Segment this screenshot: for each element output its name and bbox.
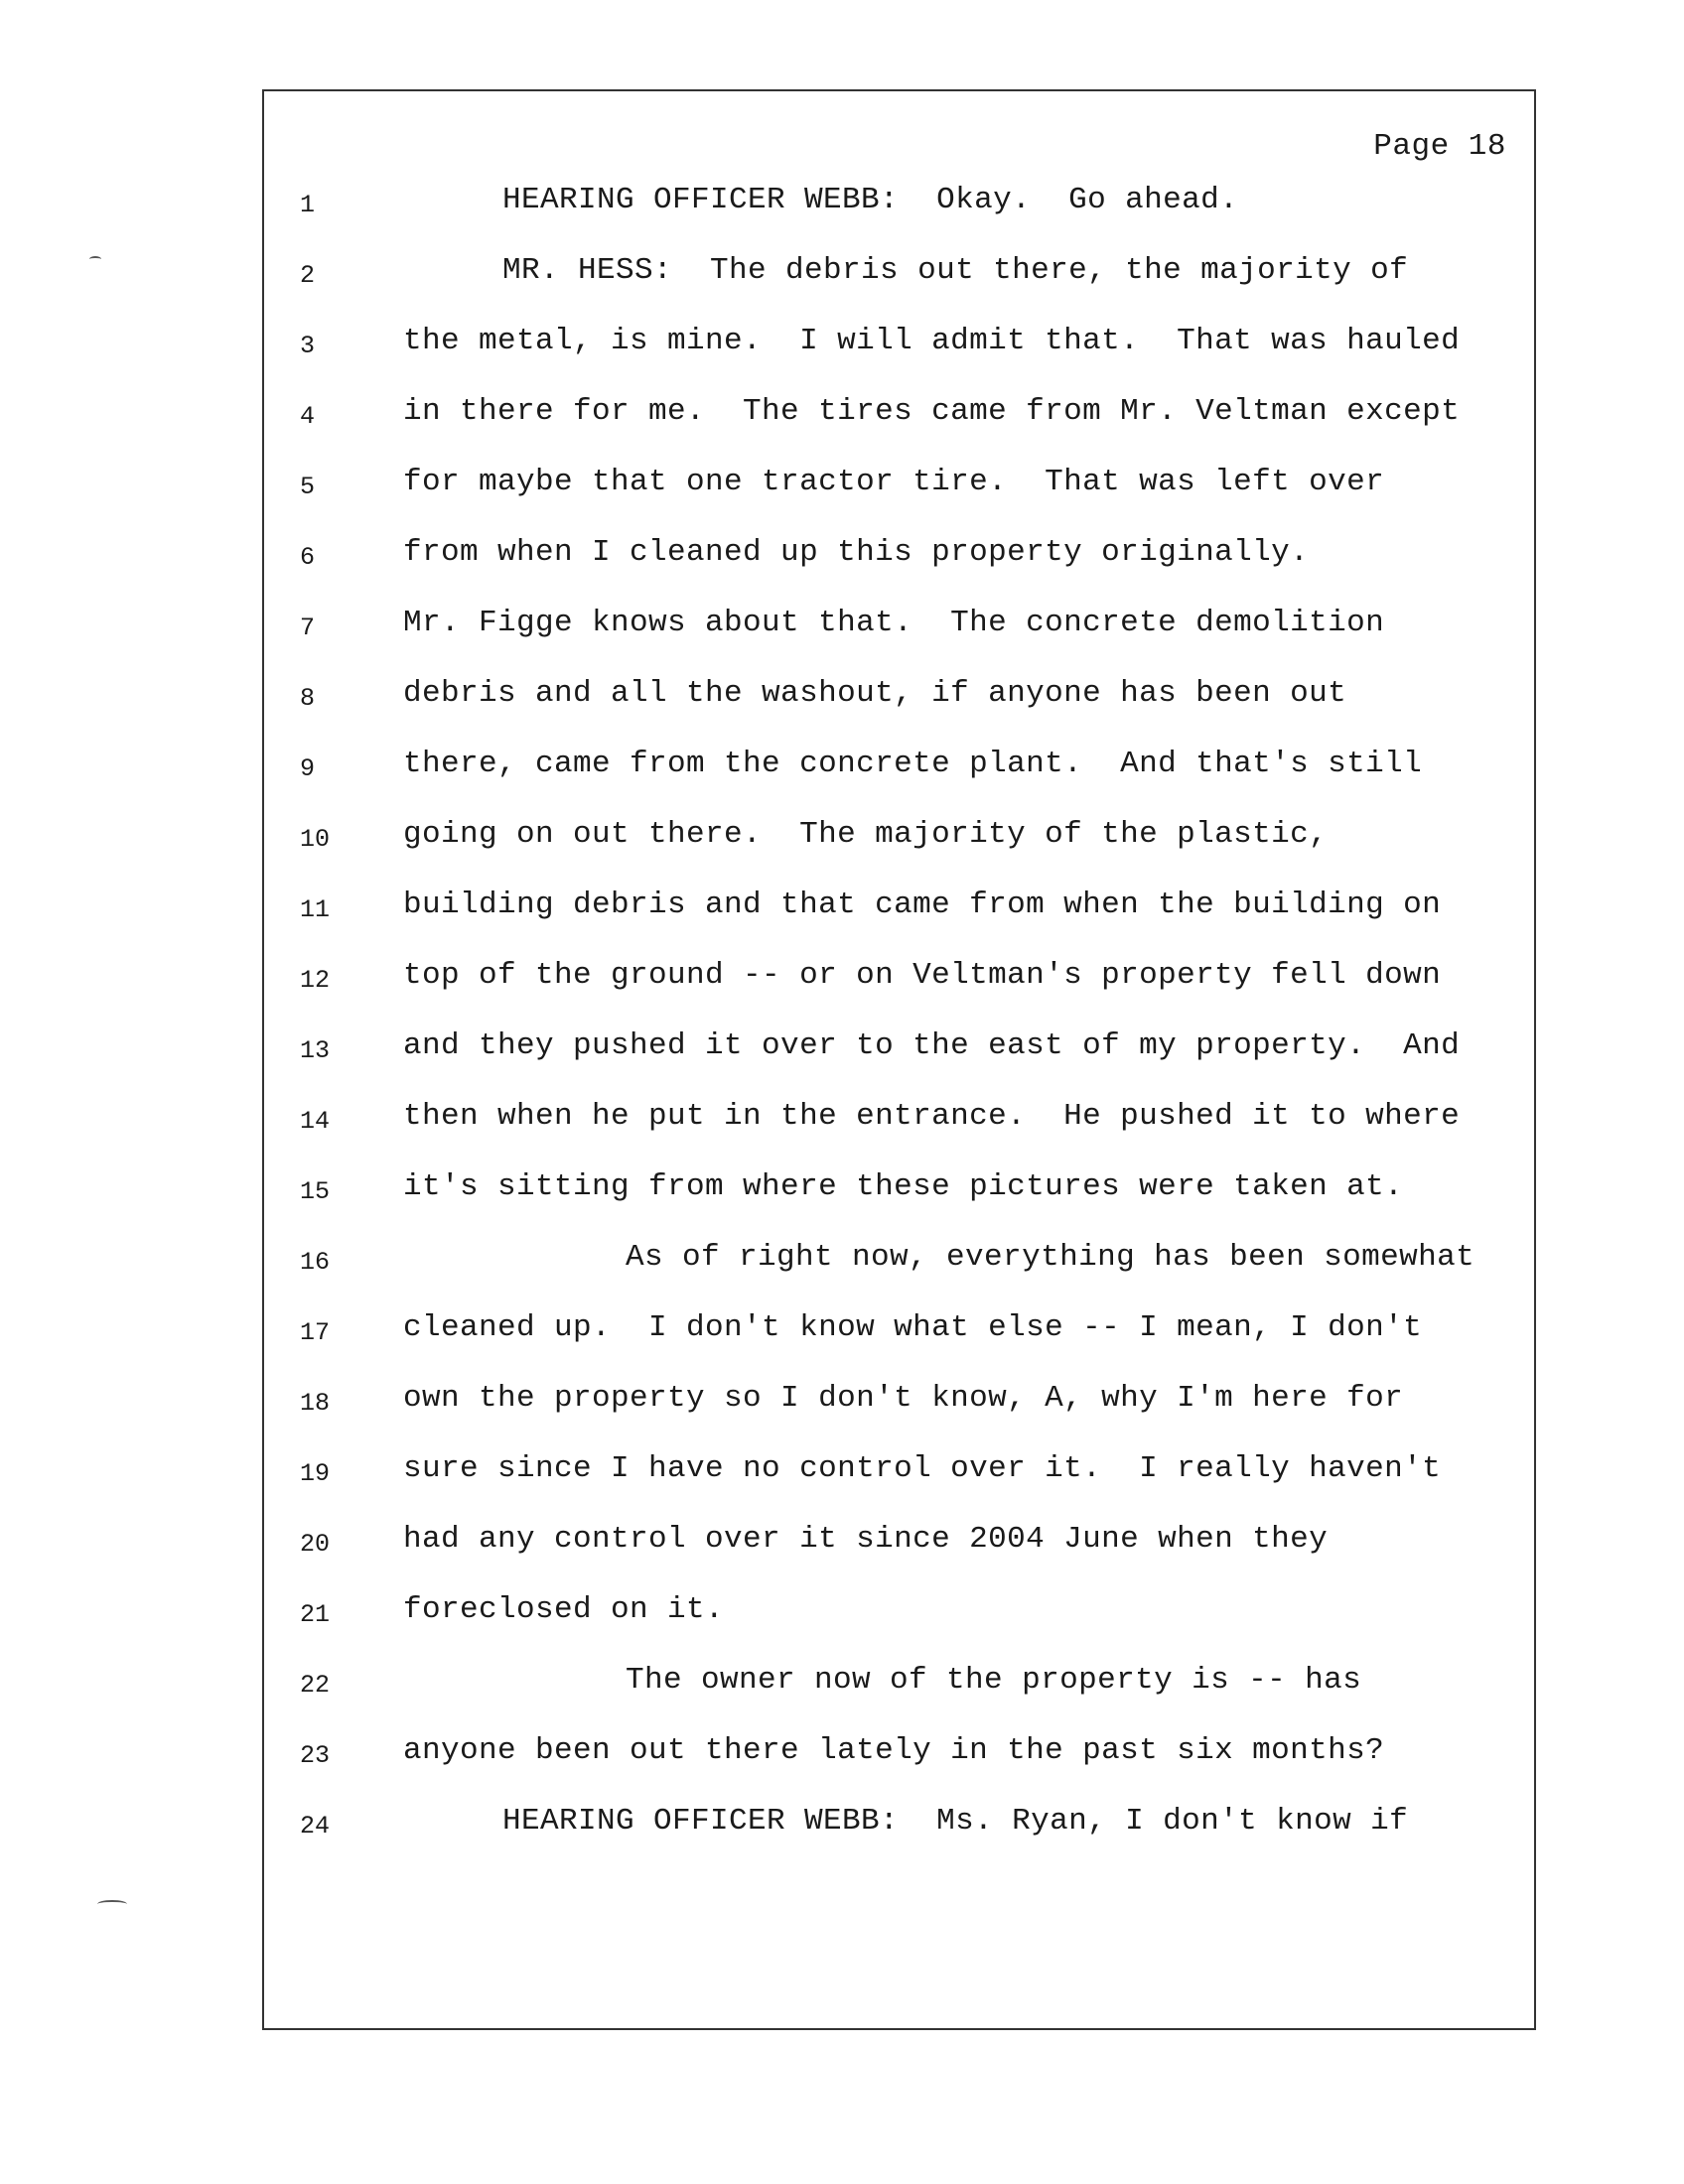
transcript-line — [264, 183, 1534, 234]
line-text: the metal, is mine. I will admit that. That was hauled — [403, 324, 1461, 358]
line-text: for maybe that one tractor tire. That was left over — [403, 465, 1385, 499]
transcript-line — [264, 535, 1534, 587]
line-number: 19 — [300, 1459, 331, 1488]
transcript-line — [264, 1028, 1534, 1080]
transcript-line — [264, 394, 1534, 446]
line-number: 17 — [300, 1318, 331, 1347]
line-number: 7 — [300, 614, 316, 642]
line-number: 24 — [300, 1812, 331, 1841]
transcript-line — [264, 1663, 1534, 1714]
transcript-line — [264, 1240, 1534, 1292]
transcript-line — [264, 1592, 1534, 1644]
page-number: Page 18 — [1373, 129, 1506, 164]
line-text: in there for me. The tires came from Mr. Veltman except — [403, 394, 1461, 429]
transcript-line — [264, 253, 1534, 305]
line-number: 18 — [300, 1389, 331, 1418]
transcript-line — [264, 1522, 1534, 1573]
scan-mark-top — [89, 256, 101, 262]
line-number: 2 — [300, 261, 316, 290]
transcript-line — [264, 1169, 1534, 1221]
transcript-line — [264, 606, 1534, 657]
line-text: debris and all the washout, if anyone has been out — [403, 676, 1347, 711]
line-text: and they pushed it over to the east of my property. And — [403, 1028, 1461, 1063]
line-text: cleaned up. I don't know what else -- I mean, I don't — [403, 1310, 1423, 1345]
line-number: 5 — [300, 473, 316, 501]
line-number: 1 — [300, 191, 316, 219]
line-number: 10 — [300, 825, 331, 854]
transcript-line — [264, 1381, 1534, 1433]
transcript-page — [262, 89, 1536, 2030]
line-text: from when I cleaned up this property originally. — [403, 535, 1310, 570]
line-text: HEARING OFFICER WEBB: Ms. Ryan, I don't know if — [502, 1804, 1409, 1839]
line-text: own the property so I don't know, A, why I'm here for — [403, 1381, 1404, 1416]
line-text: going on out there. The majority of the plastic, — [403, 817, 1329, 852]
line-text: HEARING OFFICER WEBB: Okay. Go ahead. — [502, 183, 1239, 217]
line-number: 11 — [300, 895, 331, 924]
line-text: there, came from the concrete plant. And that's still — [403, 747, 1423, 781]
line-number: 6 — [300, 543, 316, 572]
line-number: 20 — [300, 1530, 331, 1559]
transcript-line — [264, 747, 1534, 798]
line-number: 23 — [300, 1741, 331, 1770]
line-number: 12 — [300, 966, 331, 995]
line-text: then when he put in the entrance. He pushed it to where — [403, 1099, 1461, 1134]
line-number: 9 — [300, 754, 316, 783]
transcript-line — [264, 958, 1534, 1010]
line-text: Mr. Figge knows about that. The concrete demolition — [403, 606, 1385, 640]
transcript-line — [264, 1099, 1534, 1151]
transcript-line — [264, 1804, 1534, 1855]
transcript-line — [264, 465, 1534, 516]
line-number: 21 — [300, 1600, 331, 1629]
line-number: 14 — [300, 1107, 331, 1136]
transcript-line — [264, 817, 1534, 869]
line-text: foreclosed on it. — [403, 1592, 725, 1627]
line-text: sure since I have no control over it. I really haven't — [403, 1451, 1442, 1486]
line-text: The owner now of the property is -- has — [626, 1663, 1362, 1698]
transcript-line — [264, 324, 1534, 375]
line-number: 3 — [300, 332, 316, 360]
line-text: As of right now, everything has been somewhat — [626, 1240, 1475, 1275]
transcript-line — [264, 1733, 1534, 1785]
line-number: 13 — [300, 1036, 331, 1065]
line-number: 15 — [300, 1177, 331, 1206]
transcript-line — [264, 887, 1534, 939]
line-text: building debris and that came from when the building on — [403, 887, 1442, 922]
line-text: MR. HESS: The debris out there, the majority of — [502, 253, 1409, 288]
transcript-line — [264, 676, 1534, 728]
line-number: 4 — [300, 402, 316, 431]
scan-mark-bottom — [97, 1900, 127, 1908]
line-text: top of the ground -- or on Veltman's property fell down — [403, 958, 1442, 993]
line-number: 16 — [300, 1248, 331, 1277]
line-number: 22 — [300, 1671, 331, 1700]
transcript-line — [264, 1310, 1534, 1362]
line-text: had any control over it since 2004 June when they — [403, 1522, 1329, 1557]
line-text: anyone been out there lately in the past six months? — [403, 1733, 1385, 1768]
line-number: 8 — [300, 684, 316, 713]
line-text: it's sitting from where these pictures were taken at. — [403, 1169, 1404, 1204]
transcript-line — [264, 1451, 1534, 1503]
